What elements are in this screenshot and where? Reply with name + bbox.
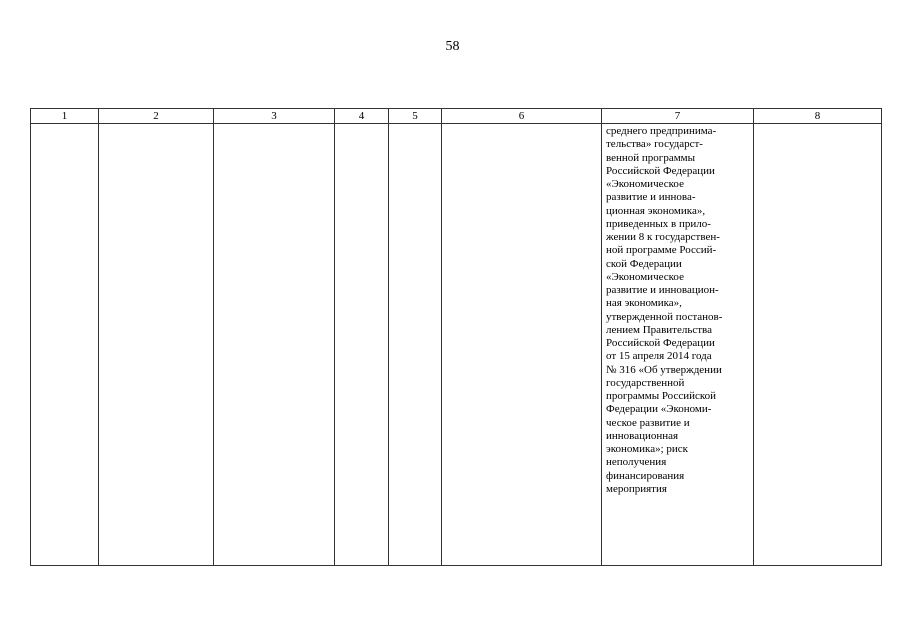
table-cell-col6 bbox=[442, 124, 602, 566]
table-cell-col1 bbox=[31, 124, 99, 566]
column-header-8: 8 bbox=[754, 109, 882, 124]
document-table bbox=[30, 108, 882, 566]
column-header-3: 3 bbox=[214, 109, 335, 124]
column-header-2: 2 bbox=[99, 109, 214, 124]
table-cell-col5 bbox=[389, 124, 442, 566]
table-header-row bbox=[31, 109, 882, 124]
table-row bbox=[31, 124, 882, 566]
table-cell-col3 bbox=[214, 124, 335, 566]
page-number: 58 bbox=[445, 39, 460, 54]
table-cell-col4 bbox=[335, 124, 389, 566]
table-cell-col2 bbox=[99, 124, 214, 566]
column-header-7: 7 bbox=[602, 109, 754, 124]
table-cell-col8 bbox=[754, 124, 882, 566]
column-header-4: 4 bbox=[335, 109, 389, 124]
risk-description-text: среднего предпринима- тельства» государст- венной программы Российской Федерации «Экономическое развитие и иннова- ционная экономика», приведенных в прило- жении 8 к государствен- ной программе Россий- ской Федерации «Экономическое развитие и инновацион- ная экономика», утвержденной постанов- лением Правительства Российской Федерации от 15 апреля 2014 года № 316 «Об утверждении государственной программы Российской Федерации «Экономи- ческое развитие и инновационная экономика»; риск неполучения финансирования мероприятия bbox=[606, 125, 723, 495]
column-header-1: 1 bbox=[31, 109, 99, 124]
column-header-5: 5 bbox=[389, 109, 442, 124]
column-header-6: 6 bbox=[442, 109, 602, 124]
table-cell-col7 bbox=[602, 124, 754, 566]
